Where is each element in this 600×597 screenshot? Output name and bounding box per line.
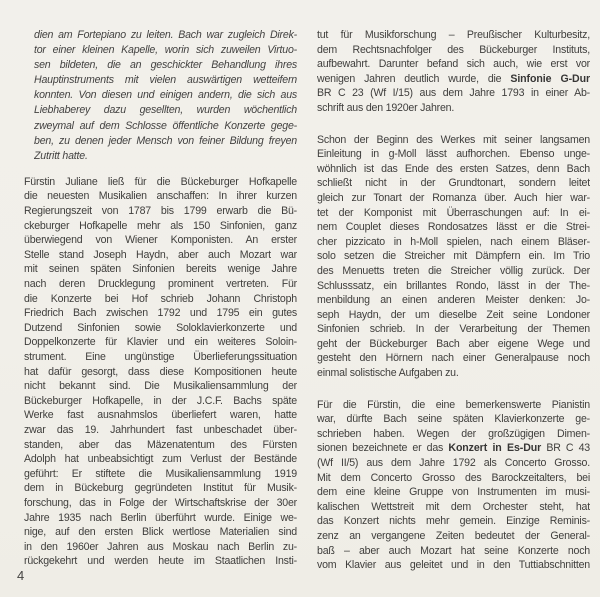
text-line: kalischen Wettstreit mit dem Orchester steht, hat (317, 500, 590, 513)
text-line: sionen bezeichnete er das Konzert in Es-Dur BR C 43 (317, 442, 590, 455)
body-paragraph (317, 28, 590, 116)
text-line: Schon der Beginn des Werkes mit seiner langsamen (317, 133, 590, 146)
body-paragraph (317, 133, 590, 381)
text-line: nicht bekannt sind. Die Musikaliensammlung der (24, 380, 297, 393)
text-line: Stelle stand Joseph Haydn, aber auch Mozart war (24, 248, 297, 261)
text-line: menbildung an einen anderen Meister denken: Jo- (317, 294, 590, 307)
text-line: dem Rechtsnachfolger des Bückeburger Instituts, (317, 43, 590, 56)
text-line: dem in Bückeburg gegründeten Institut für Musik- (24, 482, 297, 495)
text-line: Schlusssatz, ein brillantes Rondo, lässt in der The- (317, 279, 590, 292)
text-line: zweymal auf dem Schlosse öffentliche Konzerte gege- (34, 119, 297, 132)
text-line: einmal solistische Aufgaben zu. (317, 367, 459, 380)
text-line: zwar das 19. Jahrhundert fast unbeschadet über- (24, 423, 297, 436)
text-line: Bückeburger Hofkapelle, in der J.C.F. Bachs späte (24, 394, 297, 407)
text-line: schrift aus den 1920er Jahren. (317, 101, 455, 114)
text-line: Friedrich Bach zwischen 1792 und 1795 ein gutes (24, 307, 297, 320)
text-line: nem Couplet dieses Rondosatzes lässt er die Strei- (317, 221, 590, 234)
text-line: das Konzert nichts mehr gemein. Einzige Reminis- (317, 515, 590, 528)
left-text-column (24, 28, 297, 586)
text-line: baß – aber auch Mozart hat seine Konzerte noch (317, 544, 590, 557)
text-line: tor einer kleinen Kapelle, worin sich zuweilen Virtuo- (34, 44, 297, 57)
body-paragraph (317, 398, 590, 573)
text-line: nach deren Drucklegung prominent vertreten. Für (24, 278, 297, 290)
text-line: ckeburger Hofkapelle mehr als 150 Sinfonien, ganz (24, 219, 297, 232)
text-line: die neuesten Musikalien anschaffen: In ihrer kurzen (24, 190, 297, 203)
body-paragraph (24, 175, 297, 569)
text-line: Hauptinstruments mit vielen auswärtigen wetteifern (34, 74, 297, 87)
text-line: wöhnlich ist das Ende des ersten Satzes, denn Bach (317, 162, 590, 175)
text-line: Adolph hat unbeabsichtigt zum Verlust der Bestände (24, 453, 297, 466)
text-line: des Menuetts treten die Streicher völlig zurück. Der (317, 264, 590, 277)
work-title-bold: Sinfonie G-Dur (510, 72, 590, 85)
text-line: Doppelkonzerte für Klavier und ein weiteres Soloin- (24, 336, 297, 349)
text-line: geführt: Er stiftete die Musikaliensammlung 1919 (24, 467, 297, 480)
quoted-passage (24, 28, 297, 164)
text-line: Einleitung in g-Moll lässt aufhorchen. Ebenso unge- (317, 148, 590, 161)
text-line: war, dürfte Bach seine späten Klavierkonzerte ge- (317, 413, 590, 426)
text-line: dien am Fortepiano zu leiten. Bach war zugleich Direk- (34, 29, 297, 41)
text-line: Dutzend Sinfonien sowie Soloklavierkonzerte und (24, 321, 297, 334)
text-line: BR C 23 (Wf I/15) aus dem Jahre 1793 in einer Ab- (317, 87, 590, 100)
text-line: Jahre 1935 nach Berlin überführt wurde. Einige we- (24, 511, 297, 524)
text-line: schrieben haben. Wegen der großzügigen Dimen- (317, 427, 590, 440)
text-line: aufbewahrt. Darunter befand sich auch, wie erst vor (317, 58, 590, 71)
text-line: überwiegend von Wiener Komponisten. An erster (24, 234, 297, 247)
text-line: gesteht den Hörnern nach einer Generalpause noch (317, 352, 590, 365)
text-line: forschung, das in Folge der Wirtschaftskrise der 30er (24, 496, 297, 509)
text-line: (Wf II/5) aus dem Jahre 1792 als Concerto Grosso. (317, 457, 590, 470)
text-line: schließt nicht in der Grundtonart, sondern leitet (317, 177, 590, 190)
text-line: standen, aber das Mäzenatentum des Fürsten (24, 438, 297, 451)
text-line: nige, auf den ersten Blick wertlose Materialien sind (24, 526, 297, 539)
text-line: sen bildeten, die an geschickter Behandlung ihres (34, 59, 297, 72)
text-line: solo setzen die Streicher mit Dämpfern ein. Im Trio (317, 250, 590, 263)
text-line: dem eine kleine Gruppe von Instrumenten im musi- (317, 486, 590, 499)
text-line: strument. Eine ungünstige Überlieferungssituation (24, 350, 297, 363)
text-line: zenz an vergangene Zeiten bedeutet der General- (317, 530, 590, 542)
text-line: konnten. Von diesen und einigen andern, die sich aus (34, 89, 297, 102)
text-line: die Konzerte bei Hof schrieb Johann Christoph (24, 292, 297, 305)
right-text-column (317, 28, 590, 590)
page-number: 4 (17, 568, 25, 583)
text-line: Liebhaberey dazu gesellten, wurden wöchentlich (34, 104, 297, 117)
text-line: tet der Komponist mit Überraschungen auf: In ei- (317, 206, 590, 219)
text-line: hat dafür gesorgt, dass diese Kompositionen heute (24, 365, 297, 378)
text-line: Regierungszeit von 1787 bis 1799 erwarb die Bü- (24, 205, 297, 218)
work-title-bold: Konzert in Es-Dur (448, 442, 542, 455)
text-line: Fürstin Juliane ließ für die Bückeburger Hofkapelle (24, 175, 297, 188)
text-line: vom Klavier aus geleitet und in den Tuttiabschnitten (317, 559, 590, 572)
text-line: mit seinen späten Sinfonien bereits wenige Jahre (24, 263, 297, 276)
text-line: seph Haydn, der um dieselbe Zeit seine Londoner (317, 308, 590, 321)
text-line: geht der Bückeburger Bach aber eigene Wege und (317, 337, 590, 350)
text-line: wenigen Jahren deutlich wurde, die Sinfonie G-Dur (317, 72, 590, 85)
text-line: Sinfonien schrieb. In der Verarbeitung der Themen (317, 323, 590, 336)
text-line: Werke fast ausnahmslos überliefert waren, hatte (24, 409, 297, 422)
text-line: rückgekehrt und werden heute im Staatlichen Insti- (24, 555, 297, 568)
text-line: gleich zur Tonart der Romanza über. Auch hier war- (317, 191, 590, 204)
text-line: tut für Musikforschung – Preußischer Kulturbesitz, (317, 29, 590, 41)
text-line: Für die Fürstin, die eine bemerkenswerte Pianistin (317, 398, 590, 411)
text-line: in den 1960er Jahren aus Moskau nach Berlin zu- (24, 540, 297, 553)
text-line: Zutritt hatte. (34, 149, 88, 162)
text-line: ben, zu denen jeder Mensch von feiner Bildung freyen (34, 134, 297, 147)
text-line: cher pizzicato in h-Moll spielen, nach einem Bläser- (317, 235, 590, 248)
text-line: Mit dem Concerto Grosso des Barockzeitalters, bei (317, 471, 590, 484)
